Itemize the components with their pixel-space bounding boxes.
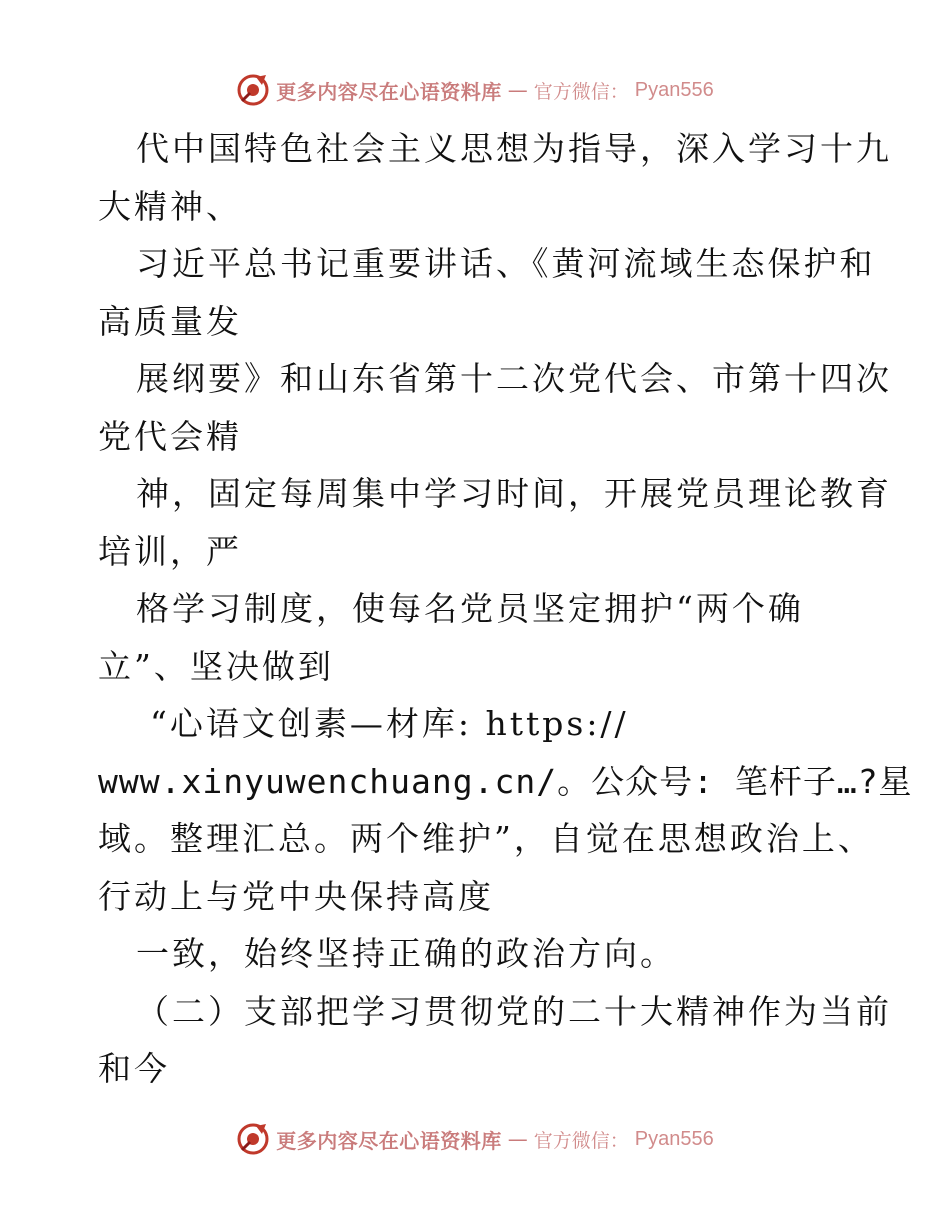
logo-icon (236, 73, 270, 107)
header-watermark (0, 70, 950, 110)
body-line: 和今 (98, 1049, 170, 1088)
body-line: 党代会精 (98, 416, 242, 456)
body-line: 域。整理汇总。两个维护”，自觉在思想政治上、 (98, 819, 874, 858)
body-line: 展纲要》和山东省第十二次党代会、市第十四次 (136, 359, 892, 398)
watermark-site-text: 更多内容尽在心语资料库 (276, 79, 502, 104)
body-line: 大精神、 (98, 186, 242, 226)
body-line: 一致，始终坚持正确的政治方向。 (136, 934, 676, 973)
watermark-wechat-id: Pyan556 (634, 1127, 714, 1150)
watermark-wechat-label: 官方微信： (533, 1129, 629, 1152)
body-line: 代中国特色社会主义思想为指导，深入学习十九 (136, 129, 892, 168)
footer-watermark (0, 1119, 950, 1159)
body-line: 培训，严 (98, 531, 242, 571)
watermark-wechat-label: 官方微信： (533, 80, 629, 103)
body-line: 立”、坚决做到 (98, 646, 334, 686)
body-line: 习近平总书记重要讲话、《黄河流域生态保护和 (136, 244, 876, 283)
watermark-separator: — (507, 1127, 528, 1151)
watermark-separator: — (507, 78, 528, 102)
body-line: 高质量发 (98, 301, 242, 341)
body-line: （二）支部把学习贯彻党的二十大精神作为当前 (136, 991, 892, 1031)
body-line: “心语文创素—材库: https:// (150, 704, 629, 743)
body-line: 格学习制度，使每名党员坚定拥护“两个确 (136, 589, 804, 628)
body-line: www.xinyuwenchuang.cn/。公众号: 笔杆子…?星 (98, 761, 913, 801)
body-line: 行动上与党中央保持高度 (98, 876, 494, 916)
watermark-site-text: 更多内容尽在心语资料库 (276, 1128, 502, 1153)
body-line: 神，固定每周集中学习时间，开展党员理论教育 (136, 474, 892, 513)
logo-icon (236, 1122, 270, 1156)
document-body (98, 120, 913, 1098)
watermark-wechat-id: Pyan556 (634, 78, 714, 101)
